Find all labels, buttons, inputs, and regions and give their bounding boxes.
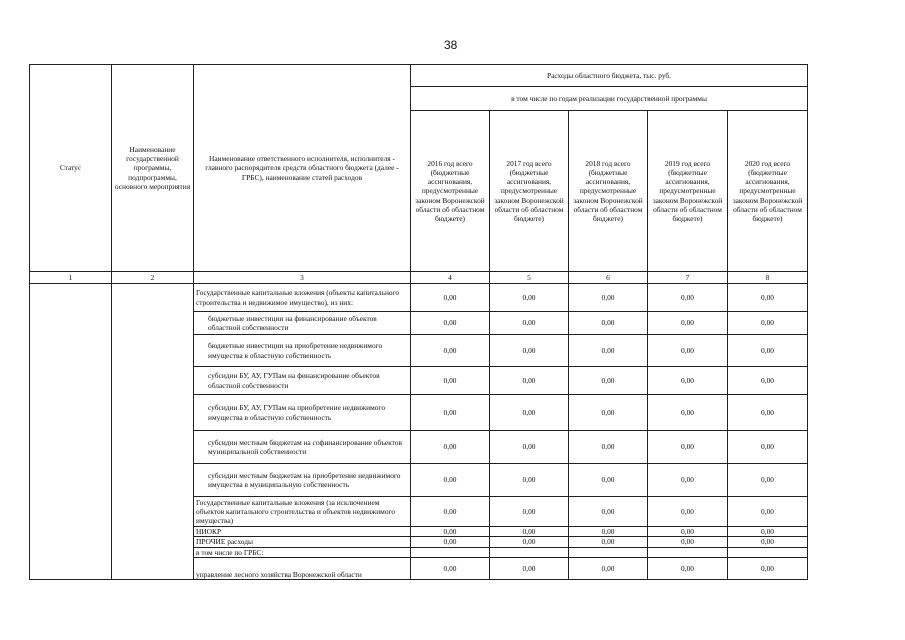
value-cell xyxy=(728,547,808,557)
page-number: 38 xyxy=(444,38,458,52)
value-cell: 0,00 xyxy=(411,395,490,431)
row-label: бюджетные инвестиции на приобретение недвижимого имущества в областную собственность xyxy=(194,335,411,367)
value-cell: 0,00 xyxy=(490,312,569,335)
value-cell: 0,00 xyxy=(648,557,728,579)
status-cell xyxy=(30,284,112,580)
value-cell: 0,00 xyxy=(490,335,569,367)
row-label: субсидии местным бюджетам на приобретение недвижимого имущества в муниципальную собственность xyxy=(194,464,411,497)
value-cell: 0,00 xyxy=(728,464,808,497)
value-cell: 0,00 xyxy=(569,527,648,537)
header-year-2019: 2019 год всего (бюджетные ассигнования, предусмотренные законом Воронежской области об областном бюджете) xyxy=(648,111,728,272)
value-cell: 0,00 xyxy=(490,537,569,547)
row-label: ПРОЧИЕ расходы xyxy=(194,537,411,547)
value-cell: 0,00 xyxy=(569,557,648,579)
value-cell: 0,00 xyxy=(490,395,569,431)
header-year-2016: 2016 год всего (бюджетные ассигнования, предусмотренные законом Воронежской области об областном бюджете) xyxy=(411,111,490,272)
value-cell: 0,00 xyxy=(728,497,808,527)
value-cell: 0,00 xyxy=(490,527,569,537)
column-number: 7 xyxy=(648,272,728,284)
value-cell: 0,00 xyxy=(728,284,808,312)
value-cell: 0,00 xyxy=(569,335,648,367)
value-cell: 0,00 xyxy=(569,464,648,497)
value-cell: 0,00 xyxy=(411,335,490,367)
value-cell: 0,00 xyxy=(728,335,808,367)
value-cell: 0,00 xyxy=(648,395,728,431)
value-cell: 0,00 xyxy=(648,431,728,464)
value-cell: 0,00 xyxy=(490,431,569,464)
value-cell: 0,00 xyxy=(569,537,648,547)
value-cell: 0,00 xyxy=(569,431,648,464)
value-cell: 0,00 xyxy=(648,335,728,367)
value-cell: 0,00 xyxy=(648,527,728,537)
column-number: 6 xyxy=(569,272,648,284)
value-cell xyxy=(648,547,728,557)
value-cell: 0,00 xyxy=(490,464,569,497)
value-cell: 0,00 xyxy=(648,497,728,527)
header-executor: Наименование ответственного исполнителя, исполнителя - главного распорядителя средств областного бюджета (далее - ГРБС), наименование статей расходов xyxy=(194,65,411,272)
value-cell: 0,00 xyxy=(728,312,808,335)
value-cell: 0,00 xyxy=(411,312,490,335)
row-label: субсидии местным бюджетам на софинансирование объектов муниципальной собственности xyxy=(194,431,411,464)
value-cell: 0,00 xyxy=(411,497,490,527)
header-expenses: Расходы областного бюджета, тыс. руб. xyxy=(411,65,808,87)
value-cell: 0,00 xyxy=(411,367,490,395)
row-label: субсидии БУ, АУ, ГУПам на приобретение недвижимого имущества в областную собственность xyxy=(194,395,411,431)
row-label: Государственные капитальные вложения (за исключением объектов капитального строительства и объектов недвижимого имущества) xyxy=(194,497,411,527)
value-cell: 0,00 xyxy=(569,312,648,335)
value-cell: 0,00 xyxy=(411,537,490,547)
column-number-row xyxy=(30,272,808,284)
value-cell xyxy=(490,547,569,557)
value-cell: 0,00 xyxy=(728,557,808,579)
header-year-2017: 2017 год всего (бюджетные ассигнования, предусмотренные законом Воронежской области об областном бюджете) xyxy=(490,111,569,272)
value-cell: 0,00 xyxy=(728,367,808,395)
value-cell: 0,00 xyxy=(648,284,728,312)
value-cell: 0,00 xyxy=(728,395,808,431)
value-cell: 0,00 xyxy=(490,367,569,395)
value-cell: 0,00 xyxy=(411,464,490,497)
row-label: в том числе по ГРБС: xyxy=(194,547,411,557)
column-number: 8 xyxy=(728,272,808,284)
budget-table xyxy=(29,64,808,580)
value-cell xyxy=(569,547,648,557)
value-cell: 0,00 xyxy=(569,367,648,395)
value-cell: 0,00 xyxy=(648,312,728,335)
value-cell: 0,00 xyxy=(411,527,490,537)
header-year-2020: 2020 год всего (бюджетные ассигнования, предусмотренные законом Воронежской области об областном бюджете) xyxy=(728,111,808,272)
value-cell: 0,00 xyxy=(648,464,728,497)
header-year-2018: 2018 год всего (бюджетные ассигнования, предусмотренные законом Воронежской области об областном бюджете) xyxy=(569,111,648,272)
table-row xyxy=(30,284,808,312)
row-label: управление лесного хозяйства Воронежской области xyxy=(194,557,411,579)
row-label: бюджетные инвестиции на финансирование объектов областной собственности xyxy=(194,312,411,335)
column-number: 1 xyxy=(30,272,112,284)
row-label: Государственные капитальные вложения (объекты капитального строительства и недвижимое имущество), из них: xyxy=(194,284,411,312)
value-cell: 0,00 xyxy=(411,557,490,579)
value-cell: 0,00 xyxy=(728,431,808,464)
header-by-years: в том числе по годам реализации государственной программы xyxy=(411,87,808,111)
value-cell: 0,00 xyxy=(569,284,648,312)
program-name-cell xyxy=(112,284,194,580)
value-cell: 0,00 xyxy=(411,431,490,464)
column-number: 4 xyxy=(411,272,490,284)
value-cell: 0,00 xyxy=(411,284,490,312)
header-status: Статус xyxy=(30,65,112,272)
value-cell: 0,00 xyxy=(490,284,569,312)
row-label: субсидии БУ, АУ, ГУПам на финансирование объектов областной собственности xyxy=(194,367,411,395)
header-program-name: Наименование государственной программы, подпрограммы, основного мероприятия xyxy=(112,65,194,272)
value-cell: 0,00 xyxy=(728,537,808,547)
value-cell: 0,00 xyxy=(490,497,569,527)
value-cell: 0,00 xyxy=(648,367,728,395)
row-label: НИОКР xyxy=(194,527,411,537)
column-number: 3 xyxy=(194,272,411,284)
value-cell xyxy=(411,547,490,557)
value-cell: 0,00 xyxy=(569,395,648,431)
value-cell: 0,00 xyxy=(569,497,648,527)
value-cell: 0,00 xyxy=(728,527,808,537)
column-number: 5 xyxy=(490,272,569,284)
value-cell: 0,00 xyxy=(648,537,728,547)
column-number: 2 xyxy=(112,272,194,284)
value-cell: 0,00 xyxy=(490,557,569,579)
